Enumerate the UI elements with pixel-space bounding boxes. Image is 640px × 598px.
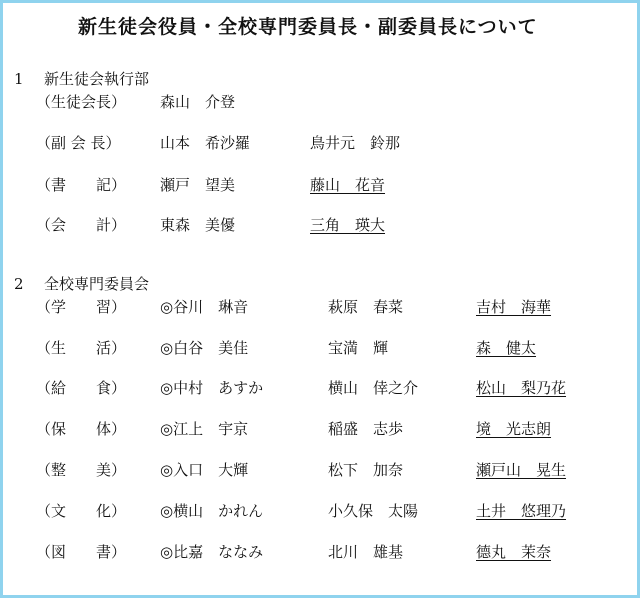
chair-name: ◎白谷 美佳	[160, 339, 249, 357]
chair-name: ◎横山 かれん	[160, 502, 264, 520]
chair-name: ◎比嘉 ななみ	[160, 543, 264, 561]
committee-row	[0, 296, 640, 318]
committee-row	[0, 500, 640, 522]
committee-label: （図 書）	[36, 543, 127, 561]
officer-row	[0, 132, 640, 154]
officer-row	[0, 91, 640, 113]
section1-title: 新生徒会執行部	[44, 70, 150, 88]
officer-row	[0, 214, 640, 236]
member-name: 山本 希沙羅	[160, 134, 251, 152]
vice-chair-name: 吉村 海華	[476, 298, 552, 316]
committee-label: （整 美）	[36, 461, 127, 479]
committee-label: （給 食）	[36, 379, 127, 397]
member-name: 鳥井元 鈴那	[310, 134, 401, 152]
committee-row	[0, 418, 640, 440]
committee-label: （保 体）	[36, 420, 127, 438]
role-label: （会 計）	[36, 216, 127, 234]
committee-label: （学 習）	[36, 298, 127, 316]
vice-chair-name: 土井 悠理乃	[476, 502, 567, 520]
committee-row	[0, 459, 640, 481]
section2-number: 2	[14, 275, 24, 293]
section1-number: 1	[14, 70, 24, 88]
member-name: 森山 介登	[160, 93, 236, 111]
page-title: 新生徒会役員・全校専門委員長・副委員長について	[78, 16, 538, 38]
section2-title: 全校専門委員会	[44, 275, 150, 293]
committee-label: （文 化）	[36, 502, 127, 520]
member-name: 三角 瑛大	[310, 216, 386, 234]
member-name: 横山 倖之介	[328, 379, 419, 397]
chair-name: ◎谷川 琳音	[160, 298, 249, 316]
member-name: 稲盛 志歩	[328, 420, 404, 438]
member-name: 藤山 花音	[310, 176, 386, 194]
member-name: 東森 美優	[160, 216, 236, 234]
role-label: （書 記）	[36, 176, 127, 194]
committee-row	[0, 337, 640, 359]
vice-chair-name: 德丸 茉奈	[476, 543, 552, 561]
member-name: 小久保 太陽	[328, 502, 419, 520]
vice-chair-name: 松山 梨乃花	[476, 379, 567, 397]
role-label: （副 会 長）	[36, 134, 121, 152]
vice-chair-name: 境 光志朗	[476, 420, 552, 438]
vice-chair-name: 森 健太	[476, 339, 537, 357]
member-name: 萩原 春菜	[328, 298, 404, 316]
chair-name: ◎入口 大輝	[160, 461, 249, 479]
vice-chair-name: 瀬戸山 晃生	[476, 461, 567, 479]
role-label: （生徒会長）	[36, 93, 127, 111]
chair-name: ◎江上 宇京	[160, 420, 249, 438]
committee-row	[0, 541, 640, 563]
member-name: 瀬戸 望美	[160, 176, 236, 194]
section2-heading	[14, 273, 149, 294]
chair-name: ◎中村 あすか	[160, 379, 264, 397]
member-name: 宝満 輝	[328, 339, 389, 357]
committee-row	[0, 377, 640, 399]
committee-label: （生 活）	[36, 339, 127, 357]
section1-heading	[14, 68, 149, 89]
officer-row	[0, 174, 640, 196]
member-name: 北川 雄基	[328, 543, 404, 561]
member-name: 松下 加奈	[328, 461, 404, 479]
